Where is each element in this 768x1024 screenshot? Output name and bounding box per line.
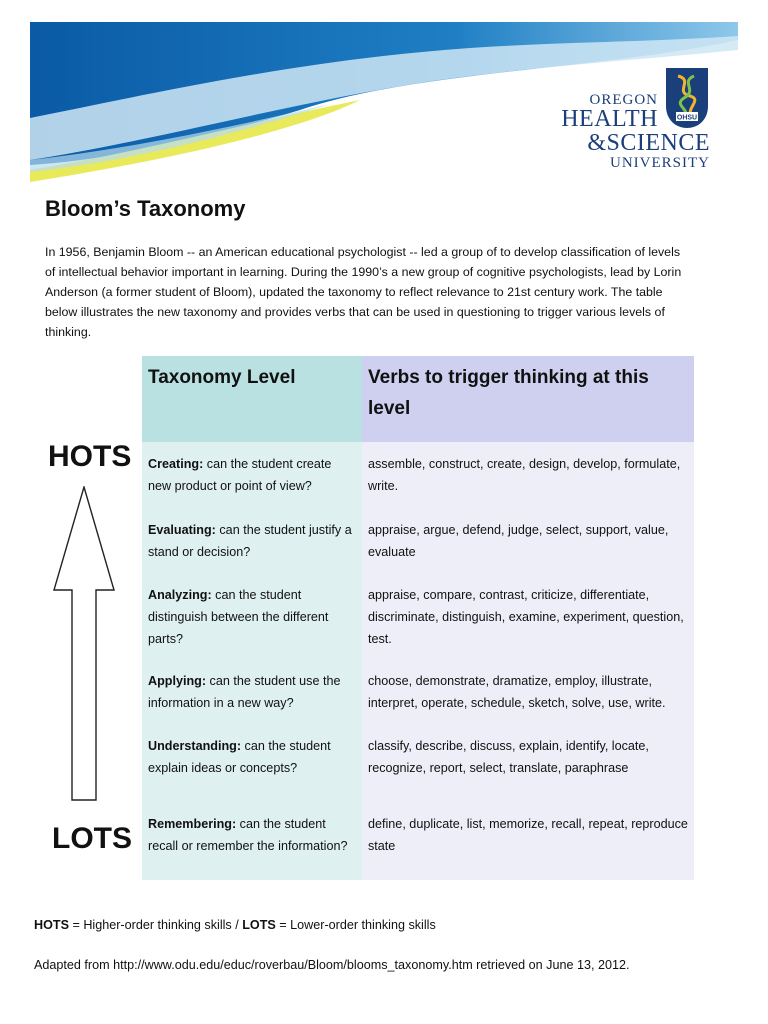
verbs-cell-evaluating: appraise, argue, defend, judge, select, support, value, evaluate — [362, 508, 694, 574]
level-question: can the student explain ideas or concepts? — [148, 739, 331, 775]
verbs-cell-understanding: classify, describe, discuss, explain, identify, locate, recognize, report, select, translate, paraphrase — [362, 724, 694, 790]
verbs-cell-remembering: define, duplicate, list, memorize, recall, repeat, reproduce state — [362, 790, 694, 880]
lots-label: LOTS — [52, 822, 132, 855]
intro-paragraph: In 1956, Benjamin Bloom -- an American educational psychologist -- led a group of to develop classification of levels of intellectual behavior important in learning. During the 1990’s a new group of cognitive psychologists, lead by Lorin Anderson (a former student of Bloom), updated the taxonomy to reflect relevance to 21st century work. The table below illustrates the new taxonomy and provides verbs that can be used in questioning to trigger various levels of thinking. — [45, 245, 682, 339]
level-cell-evaluating — [142, 508, 362, 574]
level-question: can the student distinguish between the different parts? — [148, 588, 329, 646]
level-cell-remembering — [142, 790, 362, 880]
logo-badge-text: OHSU — [676, 114, 698, 122]
level-cell-understanding — [142, 724, 362, 790]
table-header-verbs — [362, 356, 694, 442]
hots-label: HOTS — [48, 440, 132, 473]
level-question: can the student use the information in a new way? — [148, 674, 341, 710]
logo-line-science: &SCIENCE — [587, 130, 710, 156]
level-question: can the student justify a stand or decision? — [148, 523, 352, 559]
footnote-lots: LOTS — [242, 918, 276, 932]
ohsu-shield-icon — [664, 66, 710, 130]
level-cell-creating — [142, 442, 362, 508]
verbs-cell-creating: assemble, construct, create, design, develop, formulate, write. — [362, 442, 694, 508]
table-header-level — [142, 356, 362, 442]
level-name: Analyzing: — [148, 588, 212, 602]
level-name: Applying: — [148, 674, 207, 688]
header-verbs-text: Verbs to trigger thinking at this level — [368, 367, 649, 419]
footnote-hots: HOTS — [34, 918, 69, 932]
level-question: can the student create new product or point of view? — [148, 457, 332, 493]
footnote-lots-def: = Lower-order thinking skills — [275, 918, 436, 932]
source-citation: Adapted from http://www.odu.edu/educ/roverbau/Bloom/blooms_taxonomy.htm retrieved on June 13, 2012. — [34, 958, 630, 972]
level-cell-applying — [142, 660, 362, 724]
logo-line-university: UNIVERSITY — [610, 155, 710, 171]
level-name: Evaluating: — [148, 523, 216, 537]
taxonomy-table — [142, 356, 694, 890]
logo-line-health: HEALTH — [561, 106, 658, 132]
level-name: Understanding: — [148, 739, 242, 753]
level-question: can the student recall or remember the information? — [148, 817, 348, 853]
ohsu-logo — [561, 64, 720, 174]
footnote — [34, 918, 436, 932]
page-title: Bloom’s Taxonomy — [45, 196, 246, 221]
level-cell-analyzing — [142, 574, 362, 660]
up-arrow-icon — [52, 486, 116, 802]
verbs-cell-analyzing: appraise, compare, contrast, criticize, differentiate, discriminate, distinguish, examine, experiment, question, test. — [362, 574, 694, 660]
verbs-cell-applying: choose, demonstrate, dramatize, employ, illustrate, interpret, operate, schedule, sketch, solve, use, write. — [362, 660, 694, 724]
logo-line-oregon: OREGON — [589, 92, 658, 108]
level-name: Creating: — [148, 457, 204, 471]
footnote-hots-def: = Higher-order thinking skills / — [68, 918, 243, 932]
level-name: Remembering: — [148, 817, 237, 831]
header-level-text: Taxonomy Level — [148, 367, 296, 388]
